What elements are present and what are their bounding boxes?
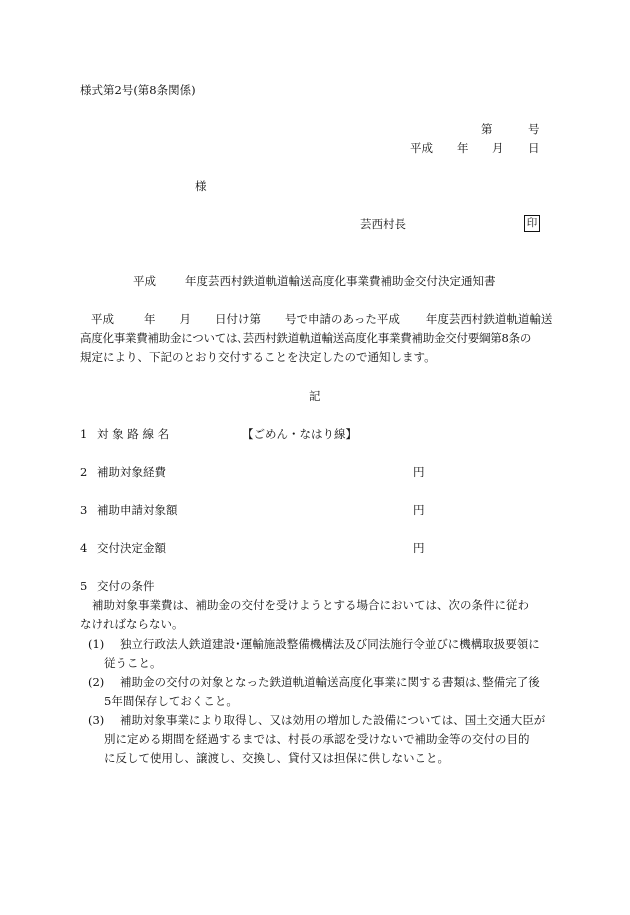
ki-heading: 記 xyxy=(309,389,321,403)
issuer-title: 芸西村長 xyxy=(360,217,406,231)
form-number: 様式第2号(第8条関係) xyxy=(80,83,196,97)
item-value-route: 【ごめん・なはり線】 xyxy=(242,427,357,441)
condition-text-continued: 従うこと。 xyxy=(104,656,162,670)
body-line-2: 高度化事業費補助金については､芸西村鉄道軌道輸送高度化事業費補助金交付要綱第8条の xyxy=(80,331,532,345)
item-yen-unit: 円 xyxy=(413,503,425,517)
conditions-intro-line-1: 補助対象事業費は、補助金の交付を受けようとする場合においては、次の条件に従わ xyxy=(92,598,529,612)
date-day: 日 xyxy=(528,141,540,155)
doc-number-dai: 第 xyxy=(481,122,493,136)
notice-title-text: 年度芸西村鉄道軌道輸送高度化事業費補助金交付決定通知書 xyxy=(185,274,496,288)
seal-mark: 印 xyxy=(524,215,540,232)
date-era: 平成 xyxy=(410,141,433,155)
date-year: 年 xyxy=(457,141,469,155)
body-month: 月 xyxy=(179,312,191,326)
conditions-number: 5 xyxy=(80,579,88,593)
date-month: 月 xyxy=(492,141,504,155)
item-number: 2 xyxy=(80,465,88,479)
conditions-intro-line-2: なければならない。 xyxy=(80,617,184,631)
item-number: 4 xyxy=(80,541,88,555)
condition-number: (3) xyxy=(88,713,105,727)
body-line-3: 規定により、下記のとおり交付することを決定したので通知します。 xyxy=(80,350,436,364)
addressee-suffix: 様 xyxy=(195,179,207,193)
condition-number: (1) xyxy=(88,637,105,651)
doc-number-go: 号 xyxy=(528,122,540,136)
notice-title-era: 平成 xyxy=(133,274,156,288)
condition-text-continued: に反して使用し、譲渡し、交換し、貸付又は担保に供しないこと。 xyxy=(104,751,449,765)
item-label: 補助申請対象額 xyxy=(97,503,178,517)
body-dated: 日付け第 xyxy=(215,312,261,326)
condition-text: 独立行政法人鉄道建設･運輸施設整備機構法及び同法施行令並びに機構取扱要領に xyxy=(120,637,540,651)
body-number: 号で申請のあった平成 xyxy=(285,312,400,326)
condition-text-continued: 5年間保存しておくこと。 xyxy=(104,694,238,708)
body-year: 年 xyxy=(144,312,156,326)
item-yen-unit: 円 xyxy=(413,465,425,479)
item-number: 1 xyxy=(80,427,88,441)
item-number: 3 xyxy=(80,503,88,517)
condition-text-continued: 別に定める期間を経過するまでは、村長の承認を受けないで補助金等の交付の目的 xyxy=(104,732,530,746)
condition-text: 補助対象事業により取得し、又は効用の増加した設備については、国土交通大臣が xyxy=(120,713,546,727)
body-era: 平成 xyxy=(91,312,114,326)
item-yen-unit: 円 xyxy=(413,541,425,555)
item-label: 交付決定金額 xyxy=(97,541,166,555)
item-label: 補助対象経費 xyxy=(97,465,166,479)
body-line-1 xyxy=(91,314,552,326)
body-tail: 年度芸西村鉄道軌道輸送 xyxy=(425,312,553,326)
condition-number: (2) xyxy=(88,675,105,689)
item-label: 対 象 路 線 名 xyxy=(97,427,170,441)
condition-text: 補助金の交付の対象となった鉄道軌道輸送高度化事業に関する書類は､整備完了後 xyxy=(120,675,540,689)
conditions-heading: 交付の条件 xyxy=(97,579,155,593)
notice-title xyxy=(133,276,496,288)
